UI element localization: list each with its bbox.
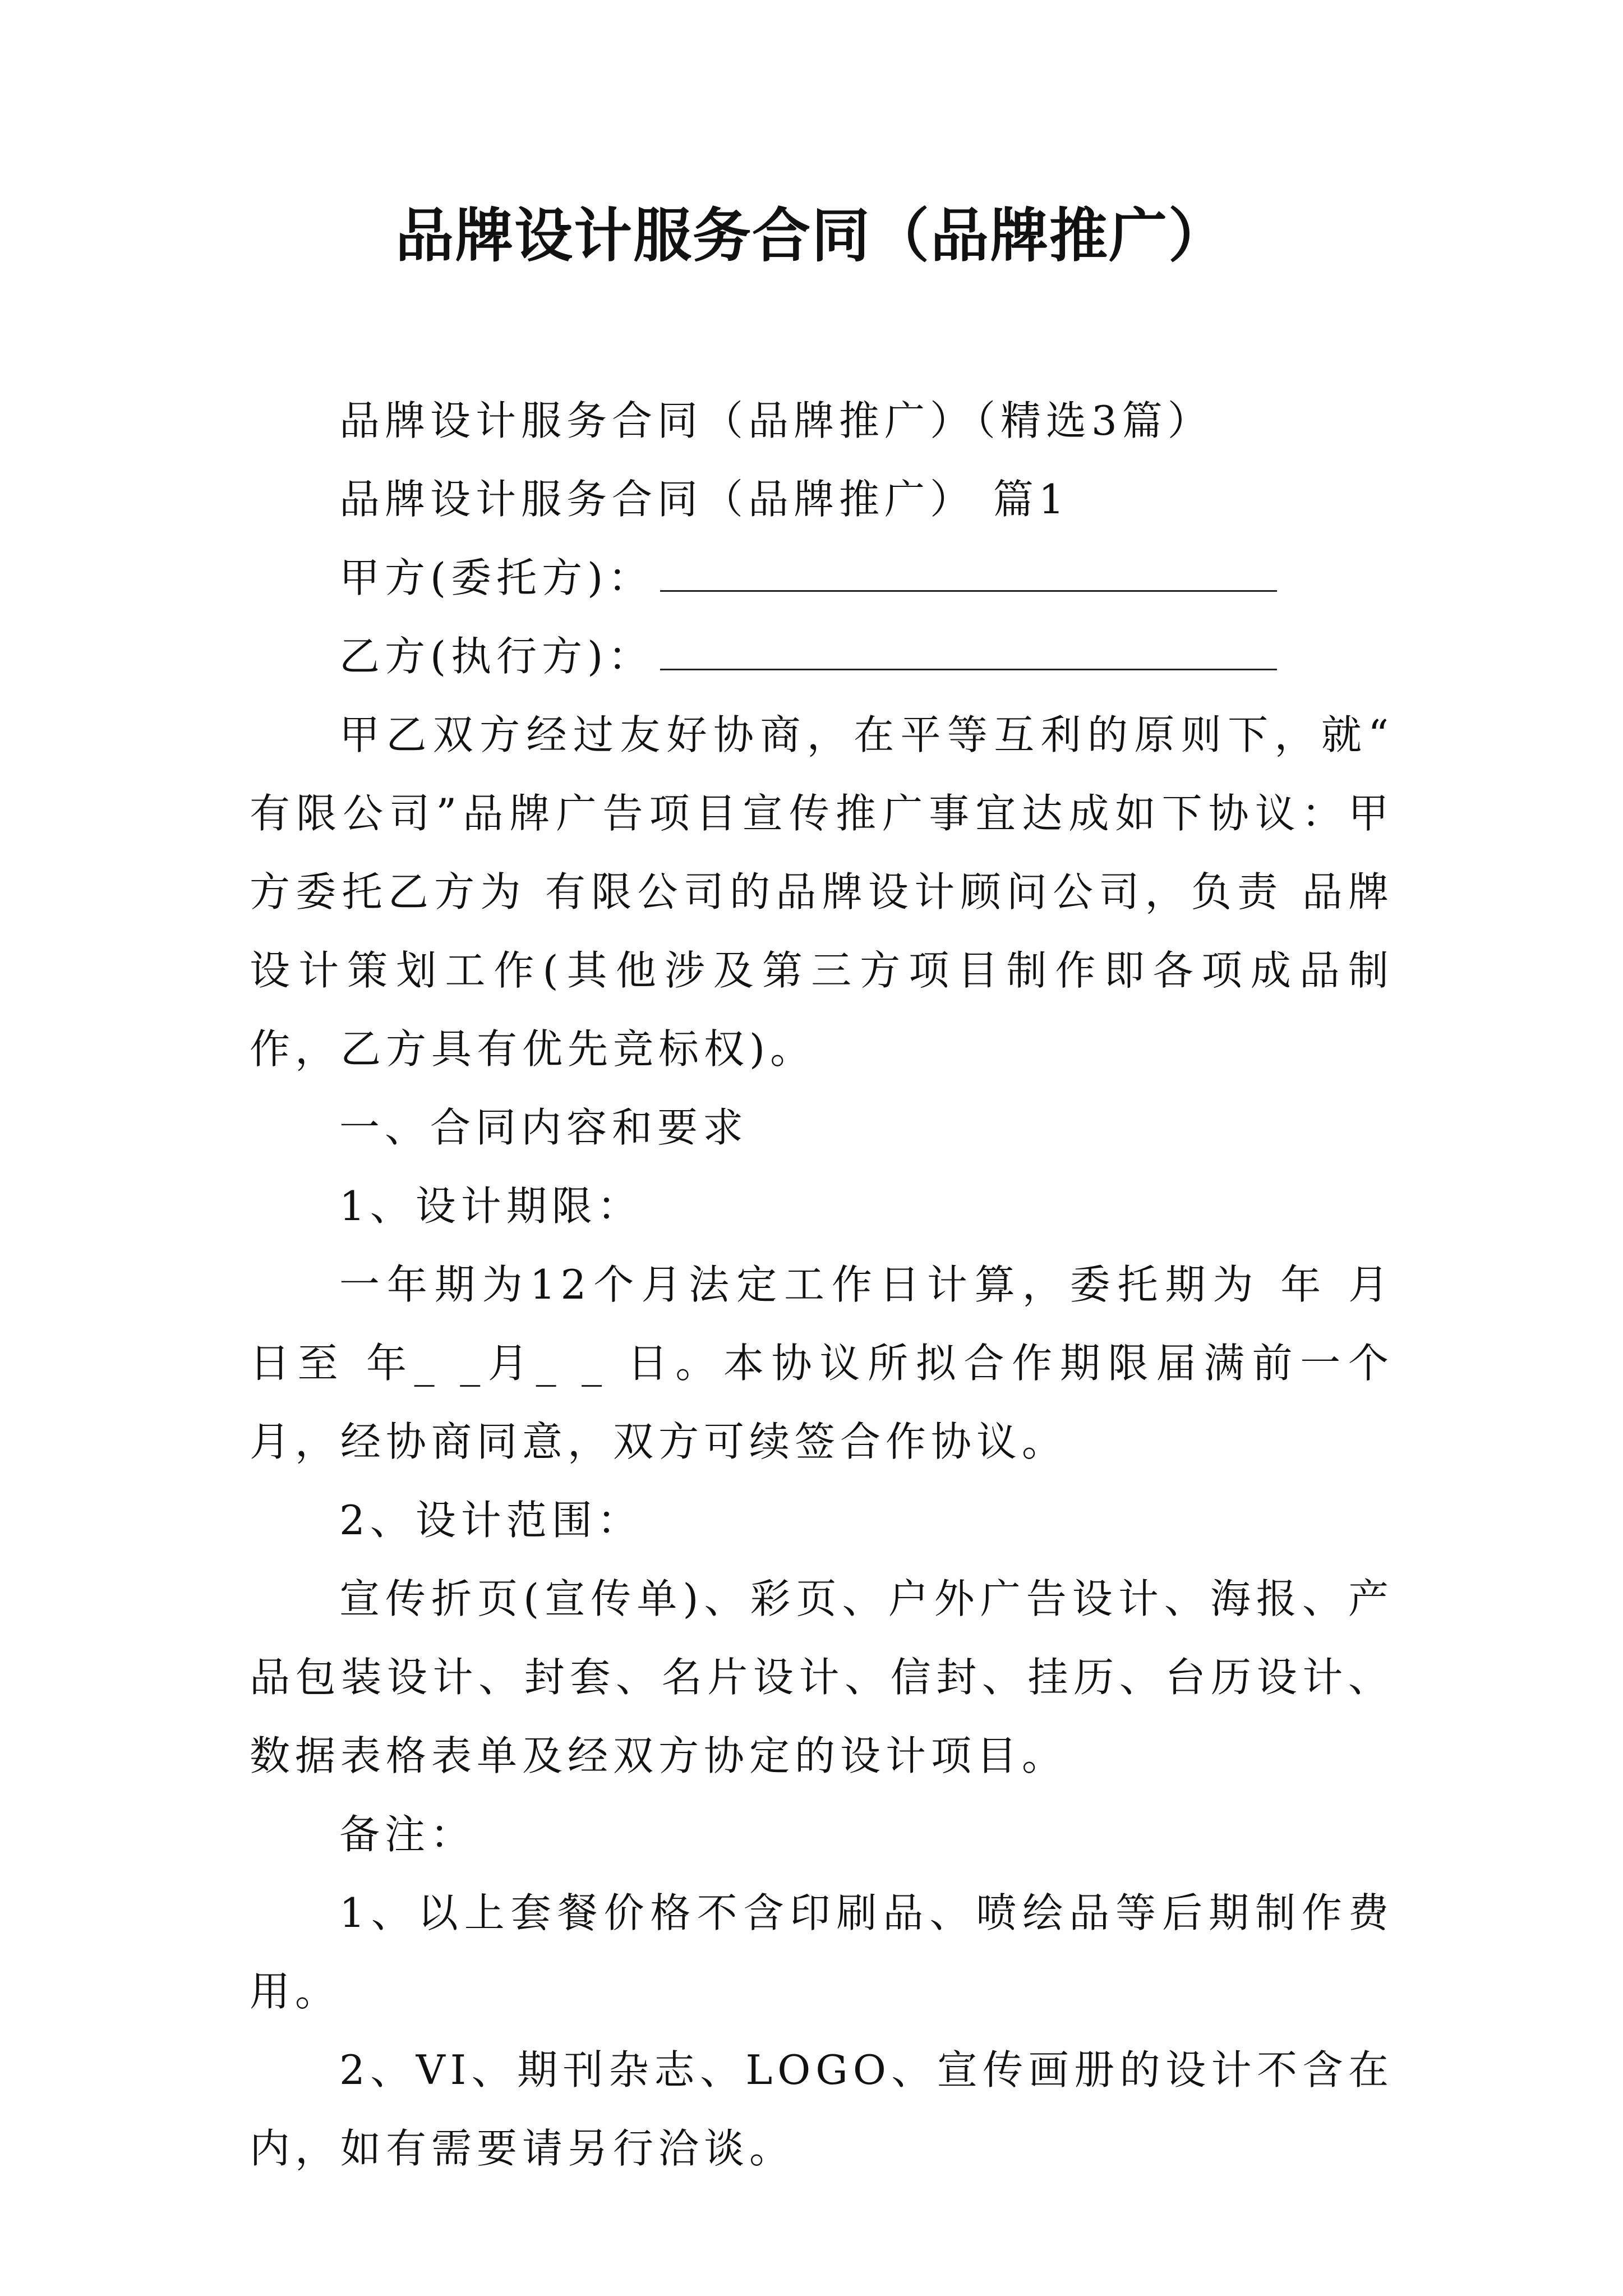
document-body bbox=[250, 381, 1394, 2188]
note-2: 2、VI、期刊杂志、LOGO、宣传画册的设计不含在内，如有需要请另行洽谈。 bbox=[250, 2046, 1394, 2172]
note-heading: 备注： bbox=[339, 1811, 476, 1858]
agreement-intro: 甲乙双方经过友好协商，在平等互利的原则下，就“ 有限公司”品牌广告项目宣传推广事宜达成如下协议：甲方委托乙方为 有限公司的品牌设计顾问公司，负责 品牌设计策划工作(其他涉及第三方项目制作即各项成品制作，乙方具有优先竞标权)。 bbox=[250, 711, 1394, 1073]
document-title: 品牌设计服务合同（品牌推广） bbox=[395, 201, 1228, 270]
party-a-blank bbox=[660, 551, 1277, 592]
party-b-line bbox=[250, 617, 1394, 696]
party-b-label: 乙方(执行方)： bbox=[339, 633, 654, 680]
note-1: 1、以上套餐价格不含印刷品、喷绘品等后期制作费用。 bbox=[250, 1889, 1394, 2015]
party-a-line bbox=[250, 539, 1394, 617]
design-term-heading: 1、设计期限： bbox=[339, 1182, 643, 1230]
design-term-text: 一年期为12个月法定工作日计算，委托期为 年 月 日至 年_ _月_ _ 日。本协议所拟合作期限届满前一个月，经协商同意，双方可续签合作协议。 bbox=[250, 1261, 1394, 1465]
subtitle-part-1: 品牌设计服务合同（品牌推广） 篇1 bbox=[339, 476, 1069, 523]
party-b-blank bbox=[660, 629, 1277, 670]
party-a-label: 甲方(委托方)： bbox=[339, 554, 654, 601]
design-scope-heading: 2、设计范围： bbox=[339, 1497, 643, 1544]
section-heading-1: 一、合同内容和要求 bbox=[339, 1104, 749, 1151]
design-scope-text: 宣传折页(宣传单)、彩页、户外广告设计、海报、产品包装设计、封套、名片设计、信封、挂历、台历设计、数据表格表单及经双方协定的设计项目。 bbox=[250, 1575, 1394, 1779]
subtitle-selection: 品牌设计服务合同（品牌推广）（精选3篇） bbox=[339, 397, 1213, 444]
